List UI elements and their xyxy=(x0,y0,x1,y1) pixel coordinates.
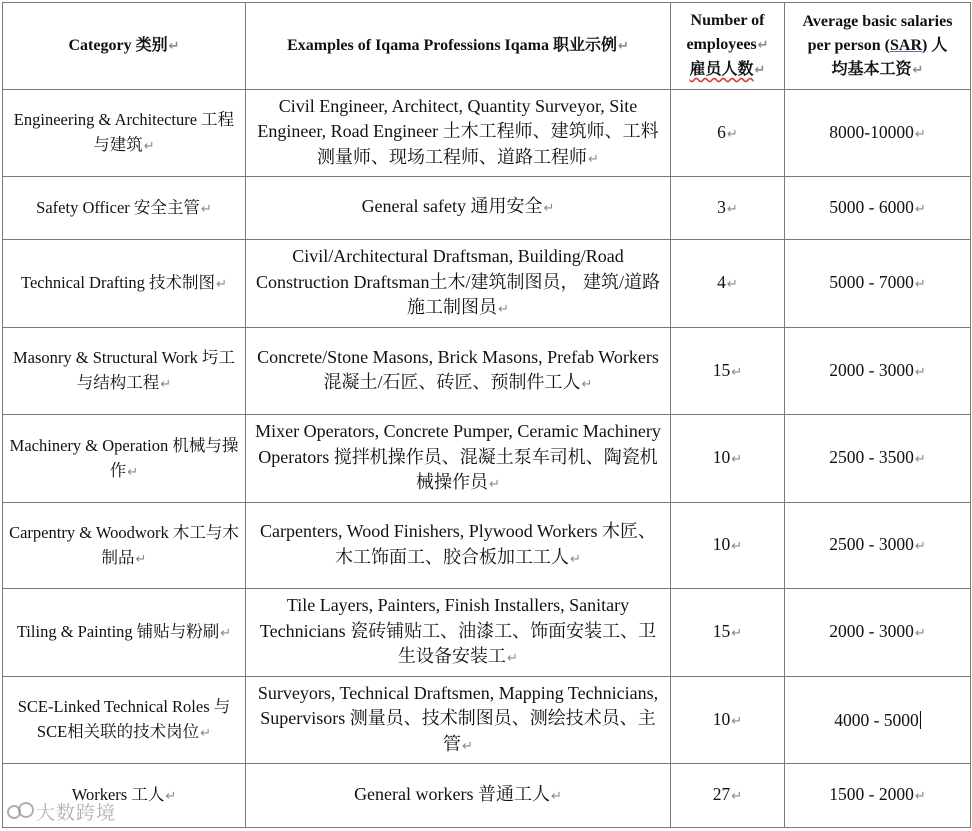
salary-cell: 4000 - 5000 xyxy=(785,677,971,764)
employees-cell: 10↵ xyxy=(671,677,785,764)
employees-cell: 15↵ xyxy=(671,589,785,677)
salary-cell: 8000-10000↵ xyxy=(785,90,971,177)
table-row xyxy=(3,240,971,328)
header-employees: Number of employees↵ 雇员人数↵ xyxy=(671,3,785,90)
table-row xyxy=(3,415,971,503)
employees-cell: 10↵ xyxy=(671,503,785,589)
table-row xyxy=(3,90,971,177)
category-cell: Tiling & Painting 铺贴与粉刷↵ xyxy=(3,589,246,677)
examples-cell: General safety 通用安全↵ xyxy=(246,177,671,240)
category-cell: Technical Drafting 技术制图↵ xyxy=(3,240,246,328)
header-category: Category 类别↵ xyxy=(3,3,246,90)
text-cursor xyxy=(920,711,921,729)
examples-cell: Civil Engineer, Architect, Quantity Surveyor, Site Engineer, Road Engineer 土木工程师、建筑师、工料测量师、现场工程师、道路工程师↵ xyxy=(246,90,671,177)
examples-cell: General workers 普通工人↵ xyxy=(246,764,671,828)
category-cell: Masonry & Structural Work 圬工与结构工程↵ xyxy=(3,328,246,415)
category-cell: SCE-Linked Technical Roles 与SCE相关联的技术岗位↵ xyxy=(3,677,246,764)
employees-cell: 27↵ xyxy=(671,764,785,828)
employees-cell: 3↵ xyxy=(671,177,785,240)
watermark-logo-icon xyxy=(6,801,36,823)
table-row xyxy=(3,503,971,589)
table-row xyxy=(3,328,971,415)
employees-cell: 4↵ xyxy=(671,240,785,328)
employees-cell: 10↵ xyxy=(671,415,785,503)
salary-cell: 2500 - 3500↵ xyxy=(785,415,971,503)
examples-cell: Tile Layers, Painters, Finish Installers, Sanitary Technicians 瓷砖铺贴工、油漆工、饰面安装工、卫生设备安装工↵ xyxy=(246,589,671,677)
table-row xyxy=(3,589,971,677)
category-cell: Safety Officer 安全主管↵ xyxy=(3,177,246,240)
table-row xyxy=(3,677,971,764)
salary-table xyxy=(2,2,971,828)
salary-cell: 2500 - 3000↵ xyxy=(785,503,971,589)
salary-cell: 1500 - 2000↵ xyxy=(785,764,971,828)
category-cell: Carpentry & Woodwork 木工与木制品↵ xyxy=(3,503,246,589)
examples-cell: Civil/Architectural Draftsman, Building/Road Construction Draftsman土木/建筑制图员， 建筑/道路施工制图员↵ xyxy=(246,240,671,328)
employees-cell: 15↵ xyxy=(671,328,785,415)
examples-cell: Concrete/Stone Masons, Brick Masons, Prefab Workers 混凝土/石匠、砖匠、预制件工人↵ xyxy=(246,328,671,415)
table-row xyxy=(3,764,971,828)
examples-cell: Carpenters, Wood Finishers, Plywood Workers 木匠、木工饰面工、胶合板加工工人↵ xyxy=(246,503,671,589)
table-row xyxy=(3,177,971,240)
salary-cell: 5000 - 6000↵ xyxy=(785,177,971,240)
header-salary: Average basic salaries per person (SAR) 人 均基本工资↵ xyxy=(785,3,971,90)
salary-cell: 2000 - 3000↵ xyxy=(785,328,971,415)
salary-cell: 5000 - 7000↵ xyxy=(785,240,971,328)
watermark: 大数跨境 xyxy=(6,798,116,825)
salary-cell: 2000 - 3000↵ xyxy=(785,589,971,677)
header-row xyxy=(3,3,971,90)
examples-cell: Mixer Operators, Concrete Pumper, Ceramic Machinery Operators 搅拌机操作员、混凝土泵车司机、陶瓷机械操作员↵ xyxy=(246,415,671,503)
category-cell: Engineering & Architecture 工程与建筑↵ xyxy=(3,90,246,177)
category-cell: Workers 工人↵ xyxy=(3,764,246,828)
examples-cell: Surveyors, Technical Draftsmen, Mapping Technicians, Supervisors 测量员、技术制图员、测绘技术员、主管↵ xyxy=(246,677,671,764)
header-examples: Examples of Iqama Professions Iqama 职业示例↵ xyxy=(246,3,671,90)
employees-cell: 6↵ xyxy=(671,90,785,177)
category-cell: Machinery & Operation 机械与操作↵ xyxy=(3,415,246,503)
